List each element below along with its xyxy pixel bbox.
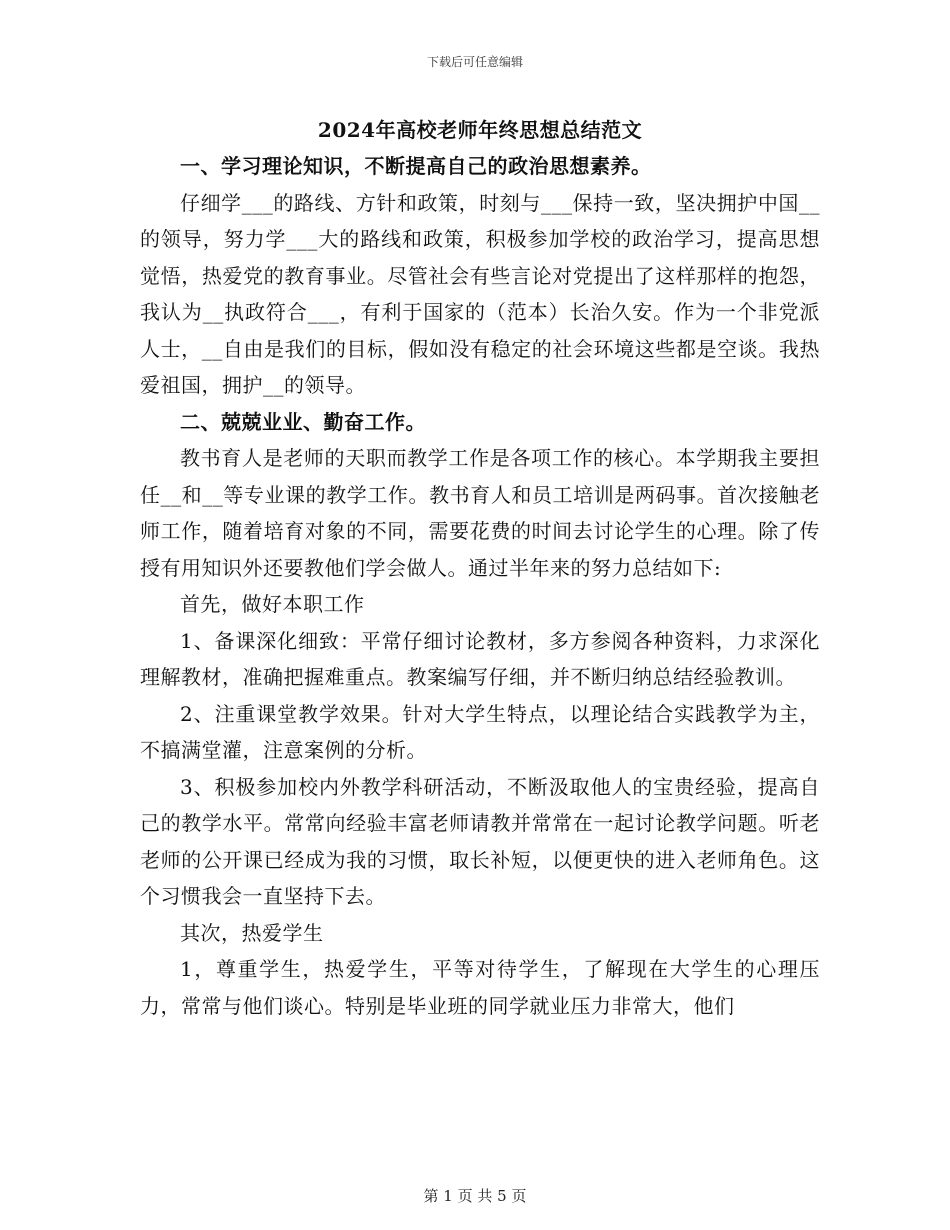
paragraph-1: 仔细学___的路线、方针和政策，时刻与___保持一致，坚决拥护中国__的领导，努力学___大的路线和政策，积极参加学校的政治学习，提高思想觉悟，热爱党的教育事业。尽管社会有些言论对党提出了这样那样的抱怨，我认为__执政符合___，有利于国家的（范本）长治久安。作为一个非党派人士，__自由是我们的目标，假如没有稳定的社会环境这些都是空谈。我热爱祖国，拥护__的领导。: [140, 190, 820, 397]
list-item-4: 1，尊重学生，热爱学生，平等对待学生，了解现在大学生的心理压力，常常与他们谈心。特别是毕业班的同学就业压力非常大，他们: [140, 957, 820, 1018]
document-body: [140, 112, 820, 1024]
paragraph-2: 教书育人是老师的天职而教学工作是各项工作的核心。本学期我主要担任__和__等专业课的教学工作。教书育人和员工培训是两码事。首次接触老师工作，随着培育对象的不同，需要花费的时间去讨论学生的心理。除了传授有用知识外还要教他们学会做人。通过半年来的努力总结如下:: [140, 446, 820, 580]
list-item-1: 1、备课深化细致：平常仔细讨论教材，多方参阅各种资料，力求深化理解教材，准确把握难重点。教案编写仔细，并不断归纳总结经验教训。: [140, 628, 820, 689]
page-footer-number: 第 1 页 共 5 页: [423, 1187, 527, 1205]
subheading-first: 首先，做好本职工作: [180, 592, 365, 616]
list-item-3: 3、积极参加校内外教学科研活动，不断汲取他人的宝贵经验，提高自己的教学水平。常常向经验丰富老师请教并常常在一起讨论教学问题。听老老师的公开课已经成为我的习惯，取长补短，以便更快的进入老师角色。这个习惯我会一直坚持下去。: [140, 774, 820, 908]
document-title: 2024年高校老师年终思想总结范文: [317, 118, 643, 142]
page-header-note: 下载后可任意编辑: [426, 55, 523, 69]
section-heading-1: 一、学习理论知识，不断提高自己的政治思想素养。: [180, 154, 652, 178]
list-item-2: 2、注重课堂教学效果。针对大学生特点，以理论结合实践教学为主，不搞满堂灌，注意案例的分析。: [140, 701, 820, 762]
section-heading-2: 二、兢兢业业、勤奋工作。: [180, 409, 426, 434]
subheading-second: 其次，热爱学生: [180, 920, 324, 945]
